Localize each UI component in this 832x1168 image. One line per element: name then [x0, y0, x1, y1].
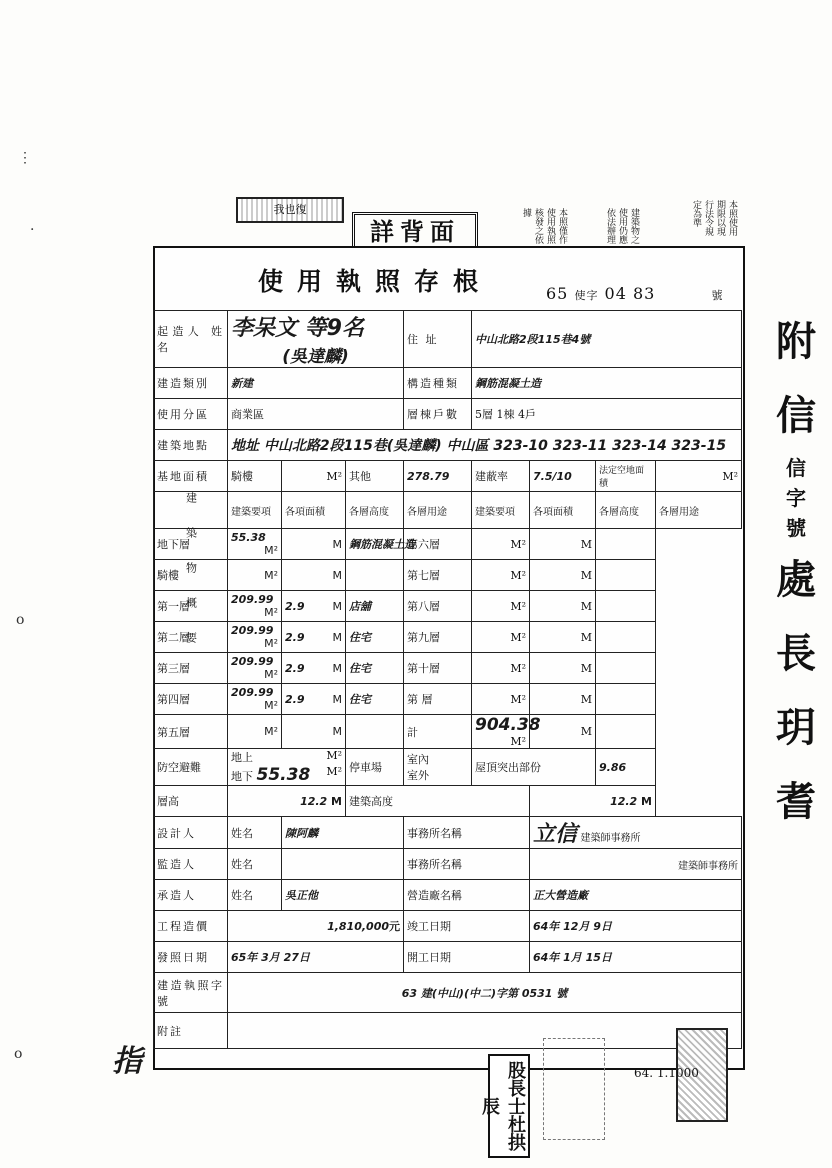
side-char: 附: [776, 318, 816, 365]
floor-use: 鋼筋混凝土造: [346, 529, 404, 560]
address-value: 中山北路2段115巷4號: [472, 311, 742, 368]
col-use: 各層用途: [404, 492, 472, 529]
floor-use-right: [596, 684, 656, 715]
site-value: 地址 中山北路2段115巷(吳達麟) 中山區 323-10 323-11 323-14 323-15: [228, 430, 742, 461]
floor-area-right: M²: [472, 529, 530, 560]
received-stamp: 我也復: [236, 197, 344, 223]
side-char-small: 號: [786, 516, 806, 540]
side-char: 長: [776, 630, 816, 677]
floor-row: [154, 684, 742, 715]
vertical-note-2: 建築物之使用仍應依法辦理: [605, 208, 639, 244]
col-item-2: 建築要項: [472, 492, 530, 529]
site-row: [154, 430, 742, 461]
issue-label: 發照日期: [154, 942, 228, 973]
contractor-name: 吳正他: [282, 880, 404, 911]
floor-height-right: M: [530, 560, 596, 591]
floor-name-right: 第八層: [404, 591, 472, 622]
floor-use-right: [596, 715, 656, 749]
column-header-row: [154, 492, 742, 529]
designer-name-label: 姓名: [228, 817, 282, 849]
floor-use: 住宅: [346, 653, 404, 684]
zone-value: 商業區: [228, 399, 404, 430]
roof-value: 9.86: [596, 749, 656, 786]
floor-name: 第一層: [154, 591, 228, 622]
site-area-label: 基地面積: [154, 461, 228, 492]
parking-label: 停車場: [346, 749, 404, 786]
contractor-name-label: 姓名: [228, 880, 282, 911]
area-row: [154, 461, 742, 492]
arcade-label: 騎樓: [228, 461, 282, 492]
shelter-row: [154, 749, 742, 786]
owner-label: 起造人 姓 名: [154, 311, 228, 368]
floor-name: 第五層: [154, 715, 228, 749]
roof-label: 屋頂突出部份: [472, 749, 596, 786]
floor-area-right: M²: [472, 622, 530, 653]
floor-name-right: 第六層: [404, 529, 472, 560]
side-char: 玥: [776, 704, 816, 751]
floor-use-right: [596, 622, 656, 653]
remarks-value: [228, 1013, 742, 1049]
floor-row: [154, 591, 742, 622]
building-type-value: 新建: [228, 368, 404, 399]
floor-height-value: 12.2 M: [228, 786, 346, 817]
build-permit-value: 63 建(中山)(中二)字第 0531 號: [228, 973, 742, 1013]
side-char-small: 字: [786, 486, 806, 510]
floor-use: 住宅: [346, 622, 404, 653]
vertical-note-1: 本照僅作使用執照核發之依據: [521, 208, 567, 244]
floor-area: M²: [228, 715, 282, 749]
side-char: 信: [776, 392, 816, 439]
floor-name: 第四層: [154, 684, 228, 715]
floor-use: [346, 715, 404, 749]
col-area: 各項面積: [282, 492, 346, 529]
complete-value: 64年 12月 9日: [530, 911, 742, 942]
side-handwriting: [760, 305, 832, 839]
floor-area: 209.99 M²: [228, 622, 282, 653]
designer-row: [154, 817, 742, 849]
col-height: 各層高度: [346, 492, 404, 529]
cost-label: 工程造價: [154, 911, 228, 942]
floor-area: 209.99 M²: [228, 684, 282, 715]
issue-row: [154, 942, 742, 973]
floor-height: 2.9 M: [282, 591, 346, 622]
floors-label: 層棟戶數: [404, 399, 472, 430]
site-label: 建築地點: [154, 430, 228, 461]
floor-row: [154, 622, 742, 653]
complete-label: 竣工日期: [404, 911, 530, 942]
col-area-2: 各項面積: [530, 492, 596, 529]
col-use-2: 各層用途: [656, 492, 742, 529]
floor-height: 2.9 M: [282, 653, 346, 684]
floor-height: M: [282, 715, 346, 749]
building-height-value: 12.2 M: [530, 786, 656, 817]
supervisor-office: 建築師事務所: [530, 849, 742, 880]
start-value: 64年 1月 15日: [530, 942, 742, 973]
margin-mark: ·: [30, 222, 35, 238]
side-char: 耆: [776, 778, 816, 825]
floor-height: M: [282, 560, 346, 591]
side-char: 處: [776, 556, 816, 603]
margin-mark: ⋮: [18, 150, 32, 166]
cost-value: 1,810,000元: [228, 911, 404, 942]
floor-row: [154, 715, 742, 749]
floor-height: 2.9 M: [282, 684, 346, 715]
floor-name-right: 第九層: [404, 622, 472, 653]
floor-height-right: M: [530, 653, 596, 684]
build-permit-row: [154, 973, 742, 1013]
supervisor-row: [154, 849, 742, 880]
permit-label: 使字: [574, 289, 599, 302]
building-type-label: 建造類別: [154, 368, 228, 399]
other-label: 其他: [346, 461, 404, 492]
margin-mark: ο: [14, 1046, 23, 1062]
owner-value: 李呆文 等9名 (吳達麟): [228, 311, 404, 368]
floor-row: [154, 529, 742, 560]
floor-use-right: [596, 560, 656, 591]
shelter-values: 地上 M² 地下 55.38 M²: [228, 749, 346, 786]
floor-height: M: [282, 529, 346, 560]
type-row: [154, 368, 742, 399]
floor-name-right: 第七層: [404, 560, 472, 591]
supervisor-name-label: 姓名: [228, 849, 282, 880]
floor-height: 2.9 M: [282, 622, 346, 653]
contractor-company-label: 營造廠名稱: [404, 880, 530, 911]
floor-area-right: M²: [472, 653, 530, 684]
issue-value: 65年 3月 27日: [228, 942, 404, 973]
designer-office: 立信 建築師事務所: [530, 817, 742, 849]
floor-name: 騎樓: [154, 560, 228, 591]
floor-height-right: M: [530, 684, 596, 715]
designer-name: 陳阿麟: [282, 817, 404, 849]
designer-label: 設計人: [154, 817, 228, 849]
floor-area-right: M²: [472, 591, 530, 622]
col-item: 建築要項: [228, 492, 282, 529]
arcade-value: M²: [282, 461, 346, 492]
permit-year: 65: [546, 284, 569, 303]
other-value: 278.79: [404, 461, 472, 492]
owner-row: [154, 311, 742, 368]
height-row: [154, 786, 742, 817]
floor-name: 第二層: [154, 622, 228, 653]
floor-area: 55.38 M²: [228, 529, 282, 560]
side-char-small: 信: [786, 456, 806, 480]
margin-mark: ο: [16, 612, 25, 628]
floor-use-right: [596, 653, 656, 684]
contractor-label: 承造人: [154, 880, 228, 911]
floor-use-right: [596, 529, 656, 560]
floor-height-right: M: [530, 591, 596, 622]
legal-label: 法定空地面積: [596, 461, 656, 492]
floor-area: 209.99 M²: [228, 653, 282, 684]
remarks-label: 附註: [154, 1013, 228, 1049]
vertical-note-3: 本照使用期限以現行法令規定為準: [691, 200, 737, 236]
col-height-2: 各層高度: [596, 492, 656, 529]
coverage-label: 建蔽率: [472, 461, 530, 492]
floor-name-right: 計: [404, 715, 472, 749]
legal-value: M²: [656, 461, 742, 492]
start-label: 開工日期: [404, 942, 530, 973]
floor-name-right: 第十層: [404, 653, 472, 684]
faint-stamp: [543, 1038, 605, 1140]
permit-number: [546, 284, 723, 303]
supervisor-name: [282, 849, 404, 880]
building-summary-label: 建築物概要: [154, 492, 228, 529]
coverage-value: 7.5/10: [530, 461, 596, 492]
floor-name: 第三層: [154, 653, 228, 684]
supervisor-label: 監造人: [154, 849, 228, 880]
permit-suffix: 號: [711, 289, 724, 302]
floor-height-label: 層高: [154, 786, 228, 817]
floor-area-right: 904.38 M²: [472, 715, 530, 749]
build-permit-label: 建造執照字號: [154, 973, 228, 1013]
floor-use: [346, 560, 404, 591]
floor-height-right: M: [530, 529, 596, 560]
remarks-row: [154, 1013, 742, 1049]
shelter-label: 防空避難: [154, 749, 228, 786]
zone-label: 使用分區: [154, 399, 228, 430]
structure-label: 構造種類: [404, 368, 472, 399]
floors-value: 5層 1棟 4戶: [472, 399, 742, 430]
floor-area: M²: [228, 560, 282, 591]
cost-row: [154, 911, 742, 942]
floor-area-right: M²: [472, 684, 530, 715]
floor-name: 地下層: [154, 529, 228, 560]
floor-area: 209.99 M²: [228, 591, 282, 622]
floor-name-right: 第 層: [404, 684, 472, 715]
see-back-stamp: 詳背面: [352, 212, 478, 254]
floor-use: 住宅: [346, 684, 404, 715]
contractor-company: 正大營造廠: [530, 880, 742, 911]
floor-use-right: [596, 591, 656, 622]
form-title: 使用執照存根: [258, 267, 493, 296]
address-label: 住 址: [404, 311, 472, 368]
floor-row: [154, 653, 742, 684]
structure-value: 鋼筋混凝土造: [472, 368, 742, 399]
zone-row: [154, 399, 742, 430]
floor-height-right: M: [530, 622, 596, 653]
signature: 指: [112, 1044, 142, 1079]
contractor-row: [154, 880, 742, 911]
supervisor-office-label: 事務所名稱: [404, 849, 530, 880]
floor-height-right: M: [530, 715, 596, 749]
floor-area-right: M²: [472, 560, 530, 591]
permit-table: [153, 310, 742, 1049]
parking-values: 室內 室外: [404, 749, 472, 786]
designer-office-label: 事務所名稱: [404, 817, 530, 849]
floor-row: [154, 560, 742, 591]
building-height-label: 建築高度: [346, 786, 530, 817]
chief-stamp: 股長士杜拱辰: [488, 1054, 530, 1158]
bottom-number: 64. 1.1000: [634, 1066, 699, 1080]
permit-num: 04 83: [604, 284, 656, 303]
floor-use: 店舖: [346, 591, 404, 622]
